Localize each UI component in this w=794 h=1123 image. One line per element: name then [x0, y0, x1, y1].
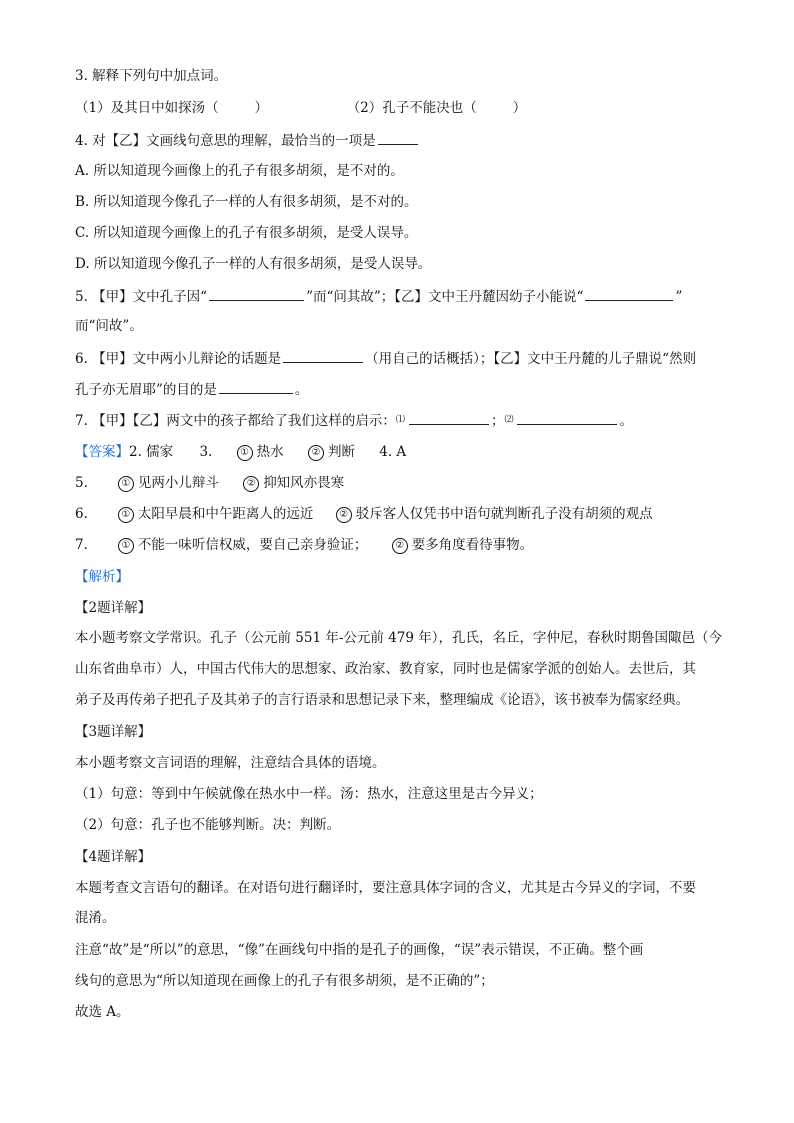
- q5-line2: 而“问故”。: [75, 318, 143, 334]
- q7-part1: 7. 【甲】【乙】两文中的孩子都给了我们这样的启示：: [75, 413, 396, 429]
- circled-number-1: ①: [118, 538, 134, 554]
- answer-line-7: [75, 535, 734, 555]
- detail-3-line: （1）句意：等到中午候就像在热水中一样。汤：热水，注意这里是古今异义；: [75, 786, 543, 802]
- q3-item2: （2）孔子不能决也（: [346, 100, 477, 116]
- circled-number-2: ②: [308, 445, 324, 461]
- answer-line-6: [75, 504, 734, 524]
- detail-2-line: 弟子及再传弟子把孔子及其弟子的言行语录和思想记录下来，整理编成《论语》，该书被奉为儒家经典。: [75, 692, 690, 708]
- answer-blank: [517, 410, 617, 425]
- detail-4-line: 混淆。: [75, 910, 116, 926]
- q6-cont1: 孔子亦无眉耶”的目的是: [75, 382, 217, 398]
- answer-q3-num: 3.: [199, 444, 213, 460]
- answer-q6-a1: 太阳早晨和中午距离人的远近: [137, 506, 314, 522]
- detail-4-title: 【4题详解】: [75, 849, 152, 865]
- answer-q5-num: 5.: [75, 475, 88, 491]
- answer-blank: [585, 286, 673, 301]
- answer-blank: [409, 410, 489, 425]
- answer-blank: [219, 379, 293, 394]
- q6-part2: （用自己的话概括）；【乙】文中王丹麓的儿子鼎说“然则: [365, 351, 697, 367]
- q4-option-a: A. 所以知道现今画像上的孔子有很多胡须，是不对的。: [75, 163, 404, 179]
- detail-3-title: 【3题详解】: [75, 724, 152, 740]
- detail-2-title: 【2题详解】: [75, 600, 152, 616]
- q3-title: 3. 解释下列句中加点词。: [75, 68, 228, 84]
- q7-mark2: ⑵: [504, 415, 514, 425]
- q3-item1-close: ）: [254, 100, 269, 116]
- answer-q6-a2: 驳斥客人仅凭书中语句就判断孔子没有胡须的观点: [355, 506, 653, 522]
- circled-number-2: ②: [243, 476, 259, 492]
- answer-q4: 4. A: [379, 444, 407, 460]
- answer-q5-a2: 抑知风亦畏寒: [263, 475, 345, 491]
- q7-sep: ；: [490, 413, 505, 429]
- answer-q5-a1: 见两小儿辩斗: [137, 475, 219, 491]
- q6-part1: 6. 【甲】文中两小儿辩论的话题是: [75, 351, 282, 367]
- q7-mark1: ⑴: [395, 415, 405, 425]
- q4-stem-text: 4. 对【乙】文画线句意思的理解，最恰当的一项是: [75, 133, 376, 149]
- detail-4-line: 注意“故”是“所以”的意思，“像”在画线句中指的是孔子的画像，“误”表示错误，不正确。整个画: [75, 942, 644, 958]
- q4-option-c: C. 所以知道现今画像上的孔子有很多胡须，是受人误导。: [75, 225, 418, 241]
- answer-q6-num: 6.: [75, 506, 88, 522]
- circled-number-1: ①: [118, 476, 134, 492]
- q4-option-b: B. 所以知道现今像孔子一样的人有很多胡须，是不对的。: [75, 194, 418, 210]
- answer-q3-a1: 热水: [256, 444, 284, 460]
- circled-number-2: ②: [392, 538, 408, 554]
- answer-line-1: [75, 442, 734, 462]
- q7-end: 。: [619, 413, 633, 429]
- q5-part3: ”: [675, 289, 683, 305]
- circled-number-1: ①: [237, 445, 253, 461]
- answer-blank: [209, 286, 304, 301]
- answer-q3-a2: 判断: [327, 444, 355, 460]
- q6-line2: [75, 379, 734, 400]
- detail-3-line: 本小题考察文言词语的理解，注意结合具体的语境。: [75, 755, 386, 771]
- answer-tag: 【答案】: [75, 444, 129, 460]
- detail-2-line: 山东省曲阜市）人，中国古代伟大的思想家、政治家、教育家，同时也是儒家学派的创始人。去世后，其: [75, 661, 696, 677]
- detail-4-line: 线句的意思为“所以知道现在画像上的孔子有很多胡须，是不正确的”；: [75, 973, 494, 989]
- q4-option-d: D. 所以知道现今像孔子一样的人有很多胡须，是受人误导。: [75, 256, 432, 272]
- q5-part1: 5. 【甲】文中孔子因“: [75, 289, 208, 305]
- detail-2-line: 本小题考察文学常识。孔子（公元前 551 年-公元前 479 年），孔氏，名丘，字仲尼，春秋时期鲁国陬邑（今: [75, 630, 723, 646]
- q5-part2: ”而“问其故”；【乙】文中王丹麓因幼子小能说“: [306, 289, 584, 305]
- q3-item1: （1）及其日中如探汤（: [75, 100, 219, 116]
- detail-3-line: （2）句意：孔子也不能够判断。决：判断。: [75, 817, 341, 833]
- answer-q7-a2: 要多角度看待事物。: [411, 537, 534, 553]
- q3-item2-close: ）: [512, 100, 527, 116]
- q7-line: [75, 410, 734, 431]
- circled-number-2: ②: [336, 507, 352, 523]
- answer-q7-num: 7.: [75, 537, 88, 553]
- answer-blank: [283, 348, 363, 363]
- answer-blank: [378, 130, 418, 145]
- analysis-tag: 【解析】: [75, 569, 129, 585]
- answer-q2: 2. 儒家: [129, 444, 174, 460]
- detail-4-line: 本题考查文言语句的翻译。在对语句进行翻译时，要注意具体字词的含义，尤其是古今异义的字词，不要: [75, 880, 696, 896]
- answer-q7-a1: 不能一味听信权威，要自己亲身验证；: [137, 537, 368, 553]
- q6-line1: [75, 348, 734, 369]
- q5-line1: [75, 286, 734, 307]
- q4-stem: [75, 130, 734, 151]
- answer-line-5: [75, 473, 734, 493]
- q3-items: [75, 98, 734, 118]
- circled-number-1: ①: [118, 507, 134, 523]
- detail-4-line: 故选 A。: [75, 1004, 130, 1020]
- q6-cont2: 。: [294, 382, 309, 398]
